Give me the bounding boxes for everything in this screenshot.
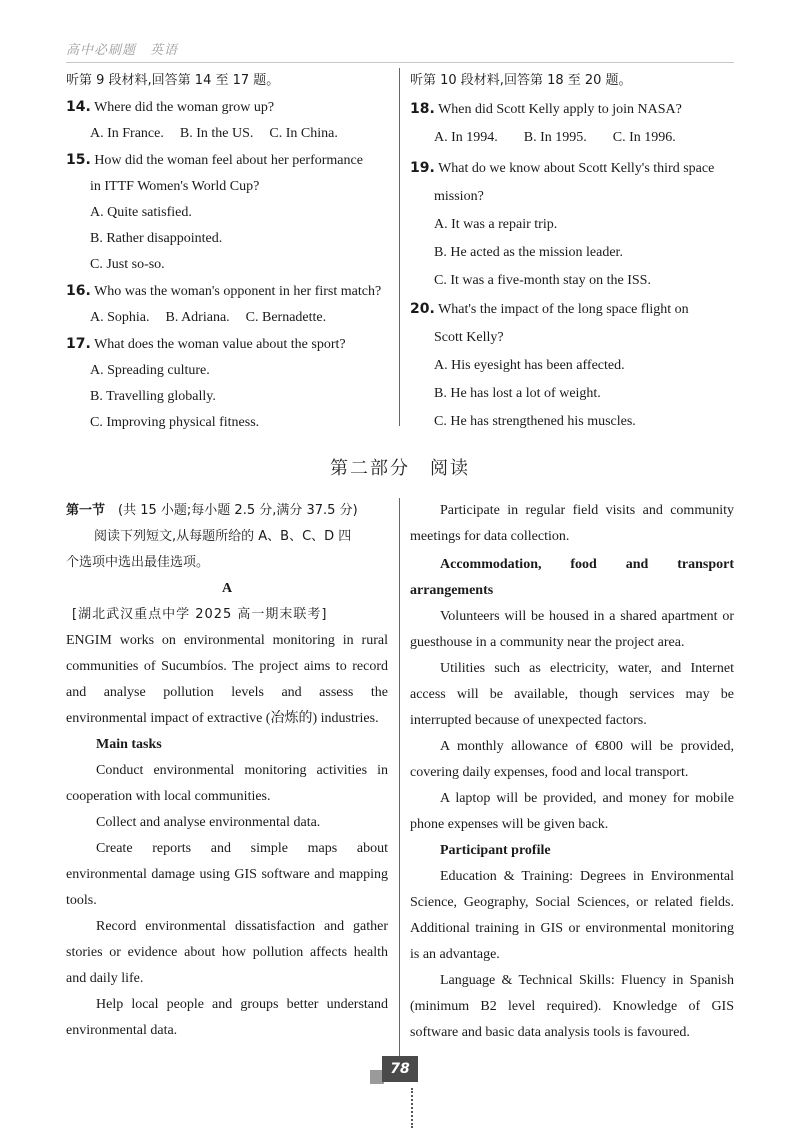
accommodation-heading — [410, 552, 734, 578]
question-text-cont: Scott Kelly? — [434, 330, 504, 345]
reading-left-column — [66, 498, 388, 1044]
question-number: 19. — [410, 160, 435, 176]
passage-source: [湖北武汉重点中学 2025 高一期末联考] — [72, 607, 328, 622]
question-number: 20. — [410, 301, 435, 317]
option-c: C. Bernadette. — [245, 310, 327, 325]
question-16 — [66, 278, 392, 305]
option-b: B. In 1995. — [523, 130, 587, 145]
accommodation-item: A monthly allowance of €800 will be provided, covering daily expenses, food and local transport. — [410, 739, 734, 780]
question-15 — [66, 147, 392, 174]
task-item: Participate in regular field visits and community meetings for data collection. — [410, 503, 734, 544]
question-number: 14. — [66, 99, 91, 115]
accommodation-heading-word: Accommodation, — [440, 557, 542, 572]
main-tasks-heading: Main tasks — [96, 737, 162, 752]
question-17 — [66, 331, 392, 358]
accommodation-heading-word: food — [570, 557, 597, 572]
question-19 — [410, 155, 736, 182]
options-16 — [66, 305, 392, 331]
question-number: 15. — [66, 152, 91, 168]
question-18 — [410, 96, 736, 123]
part-title: 第二部分 阅读 — [330, 458, 470, 479]
header-rule — [66, 62, 734, 63]
passage-letter: A — [221, 581, 233, 596]
options-18 — [410, 125, 736, 151]
running-header: 高中必刷题 英语 — [66, 43, 179, 58]
directions-line-1: 阅读下列短文,从每题所给的 A、B、C、D 四 — [94, 529, 352, 544]
accommodation-heading-word: transport — [677, 557, 734, 572]
listening-instruction-9: 听第 9 段材料,回答第 14 至 17 题。 — [66, 73, 280, 88]
column-divider-bottom — [399, 498, 400, 1068]
column-divider-top — [399, 68, 400, 426]
listening-right-column — [410, 68, 736, 435]
profile-item: Education & Training: Degrees in Environmental Science, Geography, Social Sciences, or related fields. Additional training in GIS or environmental monitoring is an advantage. — [410, 869, 734, 962]
reading-right-column — [410, 498, 734, 1046]
option-c: C. In China. — [269, 126, 338, 141]
question-text: What's the impact of the long space flight on — [438, 302, 689, 317]
option-b: B. Travelling globally. — [90, 389, 216, 404]
question-14 — [66, 94, 392, 121]
option-b: B. He acted as the mission leader. — [434, 245, 623, 260]
page-number: 78 — [382, 1056, 418, 1082]
section-note: (共 15 小题;每小题 2.5 分,满分 37.5 分) — [118, 503, 358, 518]
option-c: C. He has strengthened his muscles. — [434, 414, 636, 429]
question-text: Where did the woman grow up? — [94, 100, 275, 115]
listening-instruction-10: 听第 10 段材料,回答第 18 至 20 题。 — [410, 73, 632, 88]
question-number: 16. — [66, 283, 91, 299]
question-text-cont: in ITTF Women's World Cup? — [90, 179, 260, 194]
question-text: How did the woman feel about her performance — [94, 153, 363, 168]
options-14 — [66, 121, 392, 147]
accommodation-item: Utilities such as electricity, water, and Internet access will be available, though services may be interrupted because of unexpected factors. — [410, 661, 734, 728]
question-text: Who was the woman's opponent in her first match? — [94, 284, 382, 299]
accommodation-item: A laptop will be provided, and money for mobile phone expenses will be given back. — [410, 791, 734, 832]
question-20 — [410, 296, 736, 323]
task-item: Collect and analyse environmental data. — [96, 815, 321, 830]
option-c: C. Just so-so. — [90, 257, 165, 272]
option-a: A. In 1994. — [434, 130, 498, 145]
option-a: A. Sophia. — [90, 310, 150, 325]
option-b: B. He has lost a lot of weight. — [434, 386, 601, 401]
question-number: 17. — [66, 336, 91, 352]
task-item: Record environmental dissatisfaction and gather stories or evidence about how pollution affects health and daily life. — [66, 919, 388, 986]
section-heading — [66, 498, 388, 524]
option-b: B. Adriana. — [165, 310, 230, 325]
task-item: Help local people and groups better understand environmental data. — [66, 997, 388, 1038]
option-a: A. It was a repair trip. — [434, 217, 558, 232]
option-c: C. Improving physical fitness. — [90, 415, 260, 430]
profile-heading: Participant profile — [440, 843, 551, 858]
directions-line-2: 个选项中选出最佳选项。 — [66, 555, 210, 570]
passage-intro: ENGIM works on environmental monitoring in rural communities of Sucumbíos. The project aims to record and analyse pollution levels and assess the environmental impact of extractive (冶炼的) industries. — [66, 633, 388, 726]
option-a: A. Spreading culture. — [90, 363, 210, 378]
task-item: Create reports and simple maps about environmental damage using GIS software and mapping tools. — [66, 841, 388, 908]
option-c: C. In 1996. — [612, 130, 676, 145]
option-b: B. Rather disappointed. — [90, 231, 223, 246]
accommodation-item: Volunteers will be housed in a shared apartment or guesthouse in a community near the project area. — [410, 609, 734, 650]
section-label: 第一节 — [66, 503, 106, 518]
task-item: Conduct environmental monitoring activities in cooperation with local communities. — [66, 763, 388, 804]
option-a: A. In France. — [90, 126, 164, 141]
question-text: When did Scott Kelly apply to join NASA? — [438, 102, 682, 117]
accommodation-heading-word: and — [625, 557, 649, 572]
question-text: What do we know about Scott Kelly's third space — [438, 161, 715, 176]
question-text-cont: mission? — [434, 189, 484, 204]
page-number-dots — [411, 1088, 413, 1128]
option-b: B. In the US. — [179, 126, 254, 141]
accommodation-heading-cont: arrangements — [410, 583, 494, 598]
option-a: A. Quite satisfied. — [90, 205, 192, 220]
question-number: 18. — [410, 101, 435, 117]
profile-item: Language & Technical Skills: Fluency in Spanish (minimum B2 level required). Knowledge of GIS software and basic data analysis tools is favoured. — [410, 973, 734, 1040]
option-c: C. It was a five-month stay on the ISS. — [434, 273, 651, 288]
question-text: What does the woman value about the sport? — [94, 337, 346, 352]
option-a: A. His eyesight has been affected. — [434, 358, 625, 373]
listening-left-column — [66, 68, 392, 436]
